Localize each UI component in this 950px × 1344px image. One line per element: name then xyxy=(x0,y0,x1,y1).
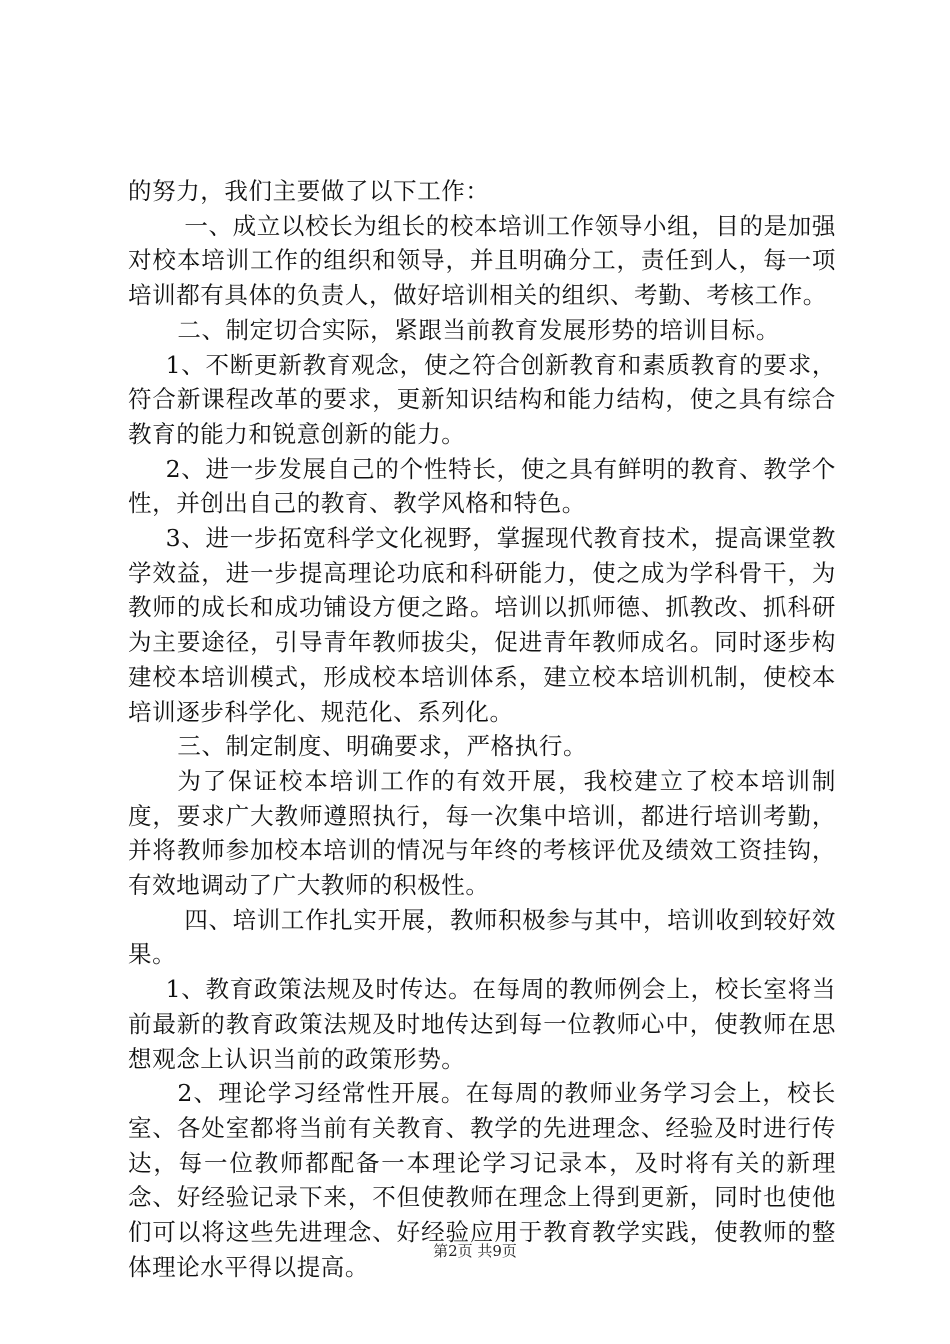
paragraph-section-two: 二、制定切合实际，紧跟当前教育发展形势的培训目标。 xyxy=(177,315,780,344)
paragraph-item-2: 2、理论学习经常性开展。在每周的教师业务学习会上，校长室、各处室都将当前有关教育、教学的先进理念、经验及时进行传达，每一位教师都配备一本理论学习记录本，及时将有关的新理念、好经验记录下来，不但使教师在理念上得到更新，同时也使他们可以将这些先进理念、好经验应用于教育教学实践，使教师的整体理论水平得以提高。 xyxy=(128,1079,836,1281)
paragraph-item-1: 1、教育政策法规及时传达。在每周的教师例会上，校长室将当前最新的教育政策法规及时地传达到每一位教师心中，使教师在思想观念上认识当前的政策形势。 xyxy=(128,975,836,1073)
paragraph-goal-2: 2、进一步发展自己的个性特长，使之具有鲜明的教育、教学个性，并创出自己的教育、教学风格和特色。 xyxy=(128,454,836,518)
paragraph-section-four: 四、培训工作扎实开展，教师积极参与其中，培训收到较好效果。 xyxy=(128,905,836,969)
paragraph-continuation: 的努力，我们主要做了以下工作： xyxy=(128,177,490,205)
paragraph-section-three: 三、制定制度、明确要求，严格执行。 xyxy=(177,732,588,761)
paragraph-goal-1: 1、不断更新教育观念，使之符合创新教育和素质教育的要求，符合新课程改革的要求，更新知识结构和能力结构，使之具有综合教育的能力和锐意创新的能力。 xyxy=(128,350,836,448)
document-body xyxy=(128,174,836,1285)
paragraph-system: 为了保证校本培训工作的有效开展，我校建立了校本培训制度，要求广大教师遵照执行，每一次集中培训，都进行培训考勤，并将教师参加校本培训的情况与年终的考核评优及绩效工资挂钩，有效地调动了广大教师的积极性。 xyxy=(128,766,836,900)
page-number: 第2页 共9页 xyxy=(433,1242,517,1260)
paragraph-section-one: 一、成立以校长为组长的校本培训工作领导小组，目的是加强对校本培训工作的组织和领导，并且明确分工，责任到人，每一项培训都有具体的负责人，做好培训相关的组织、考勤、考核工作。 xyxy=(128,211,836,310)
paragraph-goal-3: 3、进一步拓宽科学文化视野，掌握现代教育技术，提高课堂教学效益，进一步提高理论功底和科研能力，使之成为学科骨干，为教师的成长和成功铺设方便之路。培训以抓师德、抓教改、抓科研为主要途径，引导青年教师拔尖，促进青年教师成名。同时逐步构建校本培训模式，形成校本培训体系，建立校本培训机制，使校本培训逐步科学化、规范化、系列化。 xyxy=(128,524,836,726)
page-footer xyxy=(0,1240,950,1261)
